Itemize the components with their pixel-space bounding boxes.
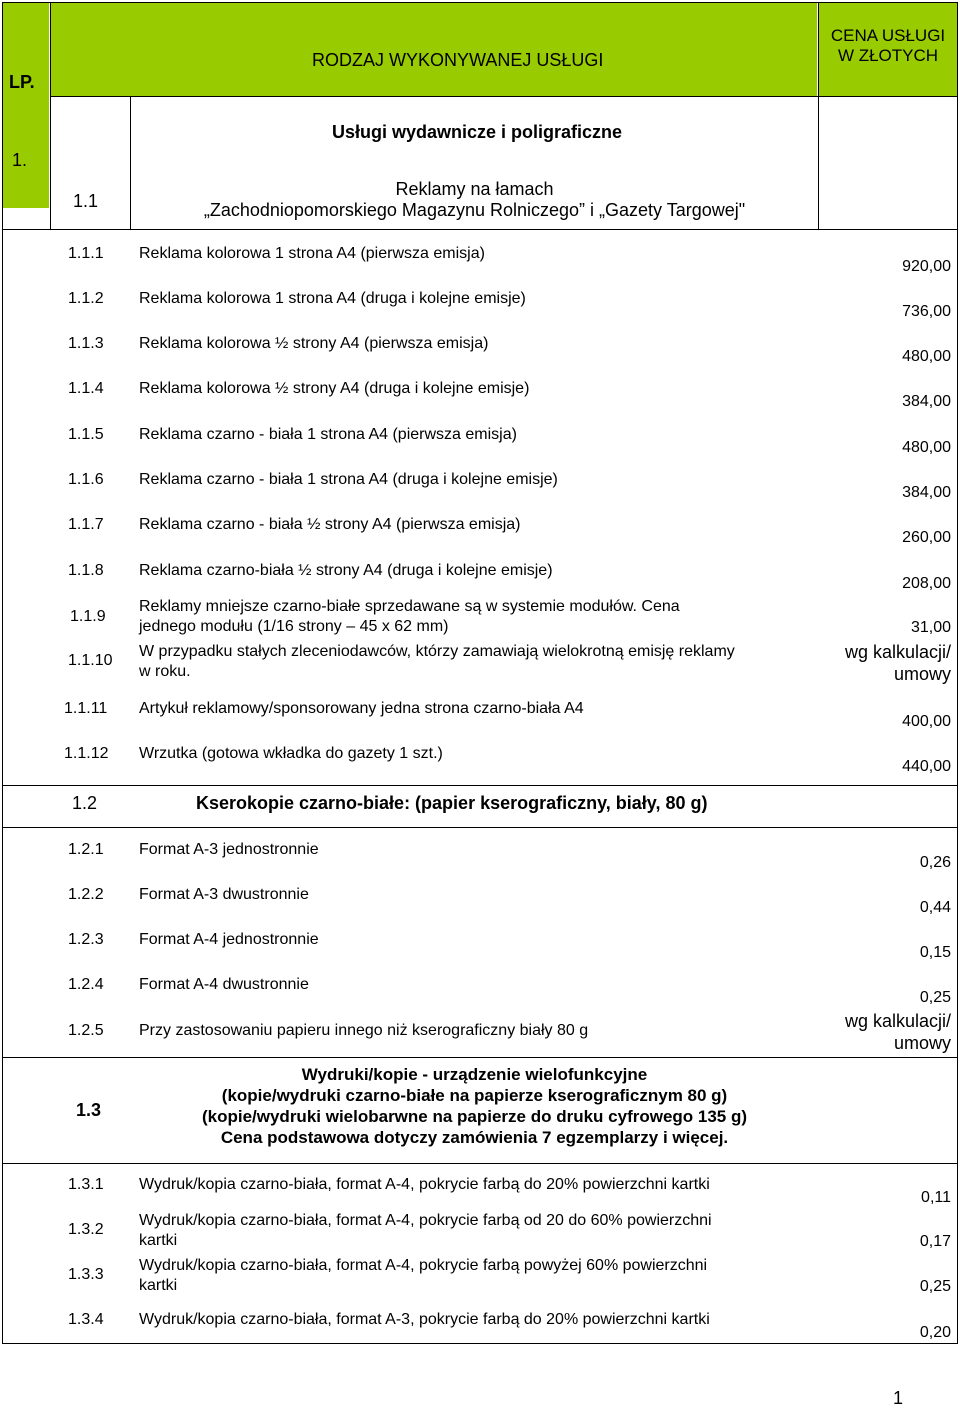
section1-3-bottom-border [2, 1163, 958, 1164]
row-price: 440,00 [902, 758, 951, 775]
section1-3-title [131, 1064, 818, 1148]
row-description: Przy zastosowaniu papieru innego niż kserograficzny biały 80 g [139, 1022, 589, 1039]
row-number: 1.2.4 [68, 976, 104, 993]
row-price: 208,00 [902, 575, 951, 592]
row-price [820, 1010, 951, 1054]
row-price: 31,00 [910, 619, 951, 636]
row-number: 1.1.9 [70, 608, 106, 625]
row-description [139, 597, 680, 637]
section1-2-top-border [2, 785, 958, 786]
section1-2-bottom-border [2, 827, 958, 828]
row-description-line1: W przypadku stałych zleceniodawców, którzy zamawiają wielokrotną emisję reklamy [139, 643, 735, 660]
row-description-line2: jednego modułu (1/16 strony – 45 x 62 mm) [139, 618, 449, 635]
row-number: 1.1.4 [68, 380, 104, 397]
row-price: 0,15 [919, 944, 951, 961]
row-description: Wydruk/kopia czarno-biała, format A-3, pokrycie farbą do 20% powierzchni kartki [139, 1311, 710, 1328]
row-number: 1.2.5 [68, 1022, 104, 1039]
header-lp: LP. [9, 72, 35, 92]
row-price: 0,20 [919, 1324, 951, 1341]
row-price [820, 641, 951, 685]
row-description: Reklama kolorowa ½ strony A4 (druga i kolejne emisje) [139, 380, 530, 397]
row-price: 384,00 [902, 484, 951, 501]
section1-1-title [131, 179, 818, 221]
row-description: Format A-3 jednostronnie [139, 841, 319, 858]
row-description [139, 1256, 707, 1296]
row-description-line1: Reklamy mniejsze czarno-białe sprzedawane są w systemie modułów. Cena [139, 598, 680, 615]
section1-1-title-line1: Reklamy na łamach [395, 179, 554, 199]
row-description: Format A-3 dwustronnie [139, 886, 309, 903]
row-description: Reklama czarno-biała ½ strony A4 (druga i kolejne emisje) [139, 562, 553, 579]
header-cena-line2: W ZŁOTYCH [837, 46, 939, 65]
row-description: Reklama czarno - biała ½ strony A4 (pierwsza emisja) [139, 516, 521, 533]
row-description [139, 642, 735, 682]
row-number: 1.1.8 [68, 562, 104, 579]
row-price: 260,00 [902, 529, 951, 546]
page-number: 1 [893, 1388, 904, 1408]
row-number: 1.1.12 [64, 745, 109, 762]
row-price: 920,00 [902, 258, 951, 275]
table-bottom-border [2, 1343, 958, 1344]
row-description: Reklama czarno - biała 1 strona A4 (pierwsza emisja) [139, 426, 517, 443]
row-description: Wrzutka (gotowa wkładka do gazety 1 szt.) [139, 745, 443, 762]
table-top-border [2, 2, 958, 3]
row-number: 1.1.3 [68, 335, 104, 352]
table-left-border [2, 2, 3, 1344]
header-bg-lp [3, 3, 49, 208]
row-description-line2: kartki [139, 1232, 178, 1249]
row-price: 0,25 [919, 1278, 951, 1295]
section1-3-line1: Wydruki/kopie - urządzenie wielofunkcyjne [301, 1065, 648, 1084]
lp-column-divider [50, 2, 51, 230]
row-description-line1: Wydruk/kopia czarno-biała, format A-4, pokrycie farbą od 20 do 60% powierzchni [139, 1212, 712, 1229]
row-number: 1.3.2 [68, 1221, 104, 1238]
row-number: 1.3.3 [68, 1266, 104, 1283]
row-description [139, 1211, 712, 1251]
header-cena [819, 26, 957, 66]
row-number: 1.1.11 [64, 700, 108, 717]
row-price-line2: umowy [893, 1033, 951, 1053]
table-right-border [957, 2, 958, 1344]
section1-3-line3: (kopie/wydruki wielobarwne na papierze do druku cyfrowego 135 g) [201, 1107, 748, 1126]
row-number: 1.1.1 [68, 245, 104, 262]
row-price: 0,44 [919, 899, 951, 916]
row-description: Reklama kolorowa 1 strona A4 (druga i kolejne emisje) [139, 290, 526, 307]
section1-3-number: 1.3 [76, 1100, 102, 1120]
row-price-line1: wg kalkulacji/ [844, 642, 951, 662]
section1-3-line2: (kopie/wydruki czarno-białe na papierze kserograficznym 80 g) [221, 1086, 728, 1105]
row-description: Format A-4 jednostronnie [139, 931, 319, 948]
row-price: 0,25 [919, 989, 951, 1006]
header-rodzaj: RODZAJ WYKONYWANEJ USŁUGI [312, 50, 604, 70]
row-number: 1.1.5 [68, 426, 104, 443]
row-number: 1.2.1 [68, 841, 104, 858]
header-cena-line1: CENA USŁUGI [830, 26, 946, 45]
row-price: 0,17 [919, 1233, 951, 1250]
section1-1-number: 1.1 [73, 191, 99, 211]
row-number: 1.1.10 [68, 652, 113, 669]
section1-1-title-line2: „Zachodniopomorskiego Magazynu Rolniczego” i „Gazety Targowej" [203, 200, 746, 220]
row-description: Wydruk/kopia czarno-biała, format A-4, pokrycie farbą do 20% powierzchni kartki [139, 1176, 710, 1193]
row-price: 384,00 [902, 393, 951, 410]
row-price: 480,00 [902, 348, 951, 365]
row-description: Format A-4 dwustronnie [139, 976, 309, 993]
row-number: 1.1.6 [68, 471, 104, 488]
section1-1-bottom-border [2, 229, 958, 230]
row-price: 736,00 [902, 303, 951, 320]
row-price: 0,26 [919, 854, 951, 871]
row-description: Reklama czarno - biała 1 strona A4 (druga i kolejne emisje) [139, 471, 558, 488]
row-number: 1.1.7 [68, 516, 104, 533]
row-price: 0,11 [921, 1189, 951, 1206]
section1-2-number: 1.2 [72, 793, 98, 813]
row-description-line2: w roku. [139, 663, 191, 680]
row-description: Artykuł reklamowy/sponsorowany jedna strona czarno-biała A4 [139, 700, 584, 717]
row-number: 1.2.2 [68, 886, 104, 903]
row-number: 1.3.1 [68, 1176, 104, 1193]
row-description-line1: Wydruk/kopia czarno-biała, format A-4, pokrycie farbą powyżej 60% powierzchni [139, 1257, 708, 1274]
row-price: 480,00 [902, 439, 951, 456]
section1-title: Usługi wydawnicze i poligraficzne [332, 122, 623, 142]
row-description-line2: kartki [139, 1277, 178, 1294]
row-description: Reklama kolorowa ½ strony A4 (pierwsza emisja) [139, 335, 489, 352]
section1-2-title: Kserokopie czarno-białe: (papier kserograficzny, biały, 80 g) [196, 793, 708, 813]
row-price-line2: umowy [893, 664, 951, 684]
header-bottom-border [50, 96, 958, 97]
section1-3-line4: Cena podstawowa dotyczy zamówienia 7 egzemplarzy i więcej. [220, 1128, 729, 1147]
row-number: 1.2.3 [68, 931, 104, 948]
row-number: 1.1.2 [68, 290, 104, 307]
row-number: 1.3.4 [68, 1311, 104, 1328]
section1-3-top-border [2, 1057, 958, 1058]
row-description: Reklama kolorowa 1 strona A4 (pierwsza emisja) [139, 245, 485, 262]
section1-number: 1. [12, 150, 28, 170]
row-price-line1: wg kalkulacji/ [844, 1011, 951, 1031]
row-price: 400,00 [902, 713, 951, 730]
